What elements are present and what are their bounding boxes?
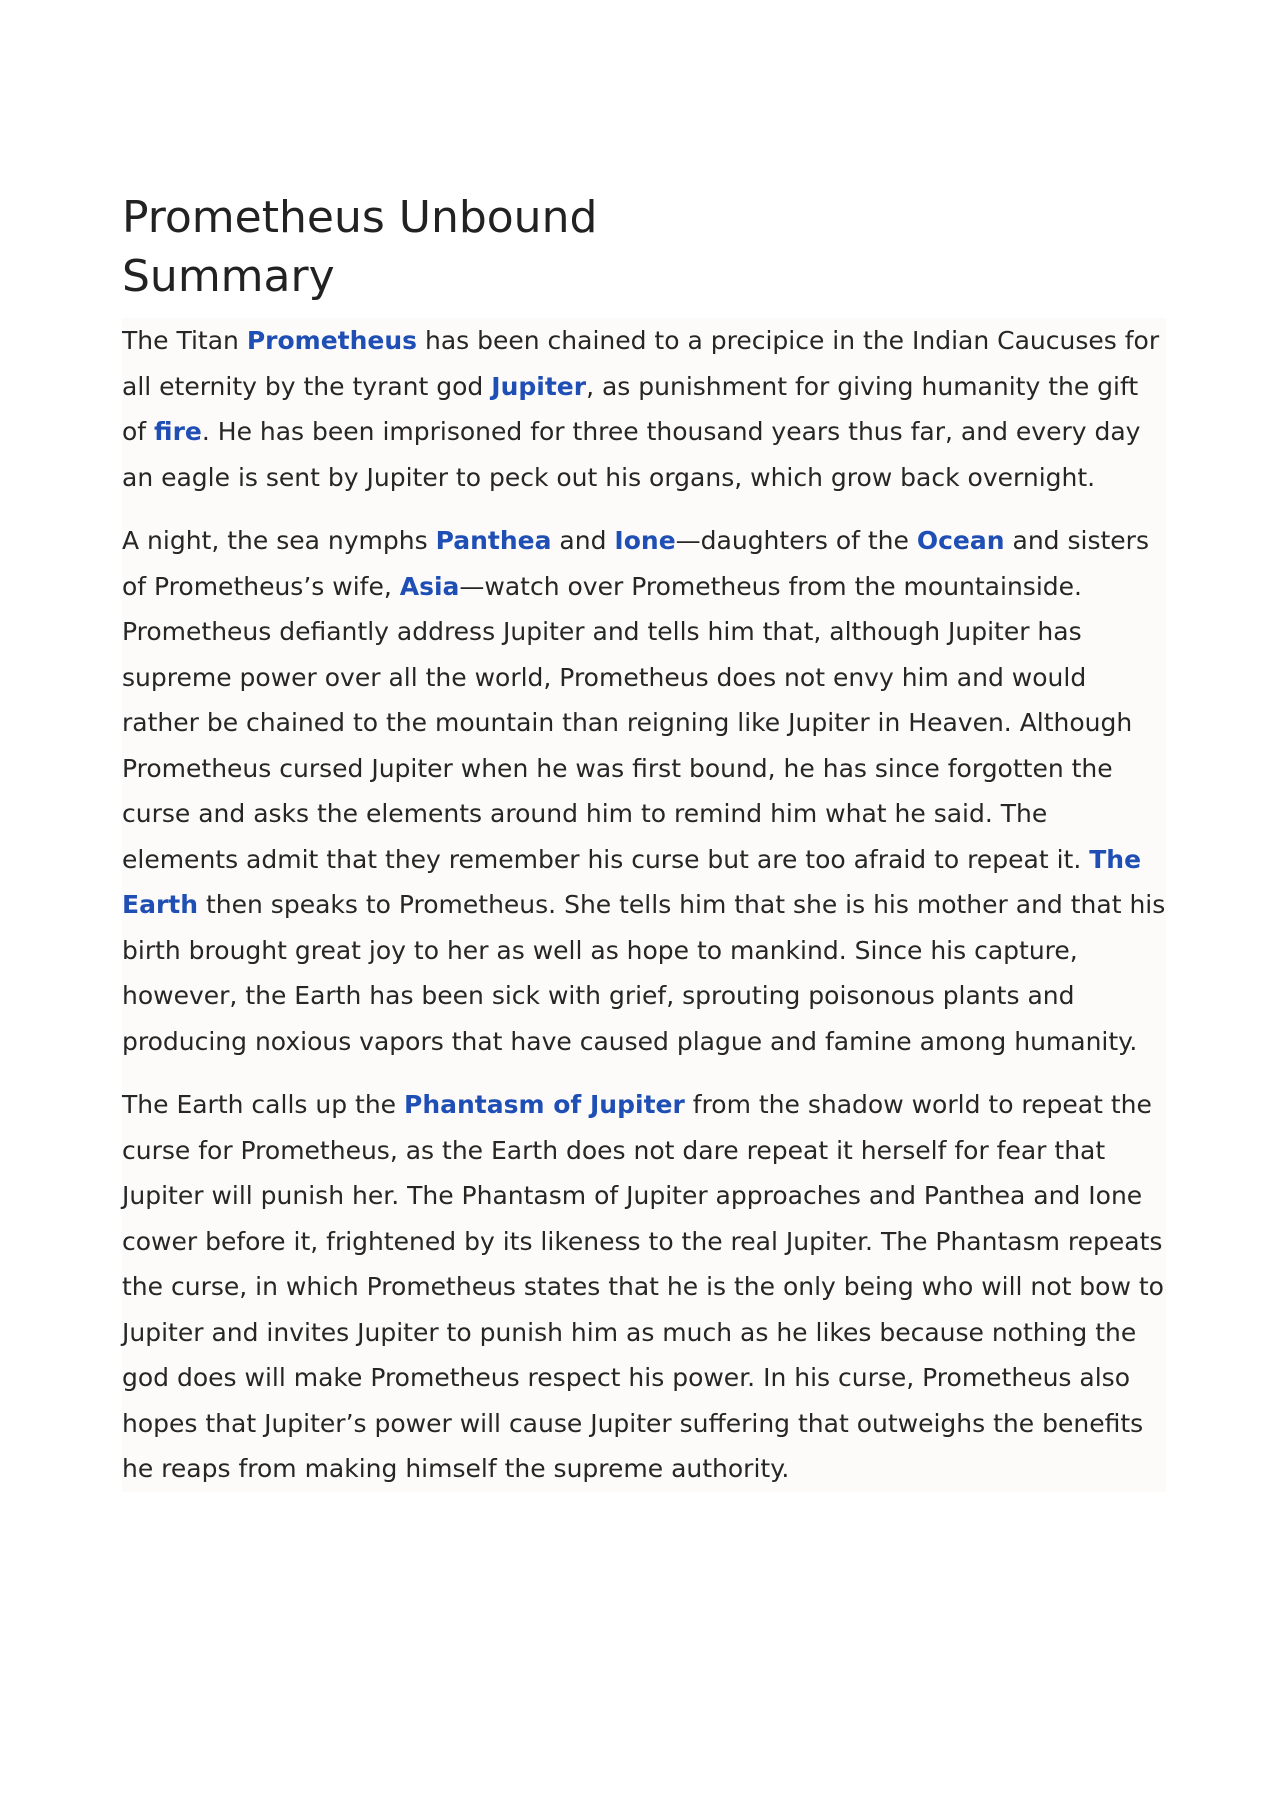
title-line-1: Prometheus Unbound — [122, 192, 598, 243]
text-run: —daughters of the — [675, 526, 917, 555]
text-run: , as punishment for giving humanity the gift of — [122, 371, 1139, 446]
link-phantasm-of-jupiter[interactable]: Phantasm of Jupiter — [404, 1090, 685, 1119]
text-run: has been chained to a precipice in the Indian Caucuses for all eternity by the tyrant god — [122, 326, 1160, 401]
text-run: A night, the sea nymphs — [122, 526, 436, 555]
text-run: and — [551, 526, 615, 555]
text-run: from the shadow world to repeat the curse for Prometheus, as the Earth does not dare repeat it herself for fear that Jupiter will punish her. The Phantasm of Jupiter approaches and Panthea and Ione cower before it, frightened by its likeness to the real Jupiter. The Phantasm repeats the curse, in which Prometheus states that he is the only being who will not bow to Jupiter and invites Jupiter to punish him as much as he likes because nothing the god does will make Prometheus respect his power. In his curse, Prometheus also hopes that Jupiter’s power will cause Jupiter suffering that outweighs the benefits he reaps from making himself the supreme authority. — [122, 1090, 1164, 1483]
paragraph-1 — [122, 318, 1166, 500]
link-panthea[interactable]: Panthea — [435, 526, 552, 555]
title-line-2: Summary — [122, 251, 335, 302]
text-run: and sisters of Prometheus’s wife, — [122, 526, 1149, 601]
paragraph-2 — [122, 518, 1166, 1064]
text-run: —watch over Prometheus from the mountainside. Prometheus defiantly address Jupiter and tells him that, although Jupiter has supreme power over all the world, Prometheus does not envy him and would rather be chained to the mountain than reigning like Jupiter in Heaven. Although Prometheus cursed Jupiter when he was first bound, he has since forgotten the curse and asks the elements around him to remind him what he said. The elements admit that they remember his curse but are too afraid to repeat it. — [122, 571, 1133, 874]
link-ocean[interactable]: Ocean — [916, 526, 1005, 555]
paragraph-3 — [122, 1082, 1166, 1492]
link-asia[interactable]: Asia — [399, 571, 460, 601]
link-ione[interactable]: Ione — [614, 526, 676, 555]
text-run: The Earth calls up the — [122, 1090, 404, 1119]
link-jupiter[interactable]: Jupiter — [491, 371, 587, 401]
summary-content — [122, 318, 1166, 1492]
text-run: then speaks to Prometheus. She tells him that she is his mother and that his birth brought great joy to her as well as hope to mankind. Since his capture, however, the Earth has been sick with grief, sprouting poisonous plants and producing noxious vapors that have caused plague and famine among humanity. — [122, 890, 1166, 1056]
text-run: The Titan — [122, 326, 247, 355]
page-title — [122, 188, 1166, 306]
text-run: . He has been imprisoned for three thousand years thus far, and every day an eagle is sent by Jupiter to peck out his organs, which grow back overnight. — [122, 417, 1141, 492]
link-prometheus[interactable]: Prometheus — [246, 326, 418, 355]
link-the-earth[interactable]: The Earth — [122, 844, 1142, 919]
link-fire[interactable]: fire — [154, 417, 202, 446]
document-page — [122, 188, 1166, 1492]
